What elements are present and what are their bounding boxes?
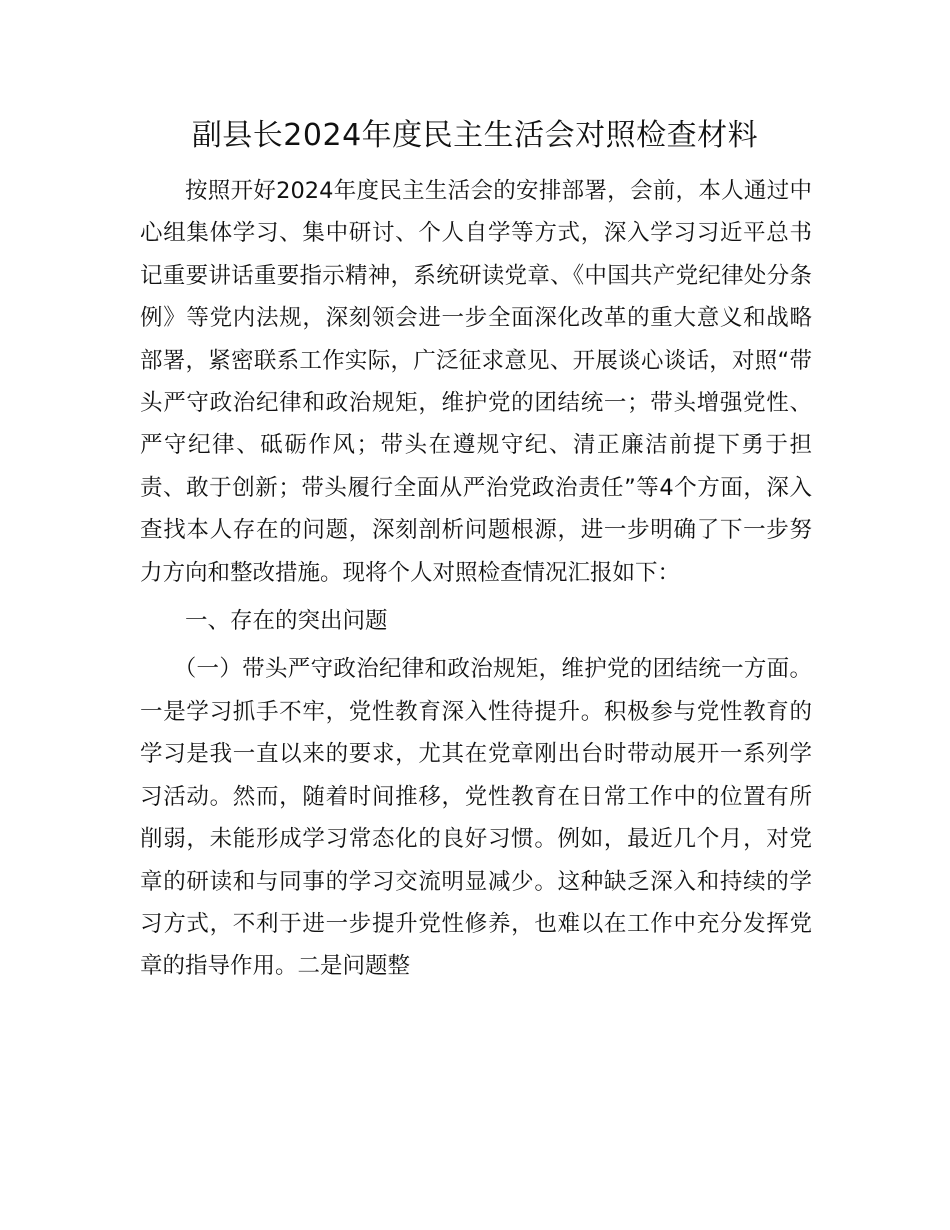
section-heading: 一、存在的突出问题 <box>185 608 388 635</box>
intro-paragraph: 按照开好2024年度民主生活会的安排部署，会前，本人通过中心组集体学习、集中研讨、个人自学等方式，深入学习习近平总书记重要讲话重要指示精神，系统研读党章、《中国共产党纪律处分条例》等党内法规，深刻领会进一步全面深化改革的重大意义和战略部署，紧密联系工作实际，广泛征求意见、开展谈心谈话，对照“带头严守政治纪律和政治规矩，维护党的团结统一；带头增强党性、严守纪律、砥砺作风；带头在遵规守纪、清正廉洁前提下勇于担责、敢于创新；带头履行全面从严治党政治责任”等4个方面，深入查找本人存在的问题，深刻剖析问题根源，进一步明确了下一步努力方向和整改措施。现将个人对照检查情况汇报如下： <box>140 178 812 586</box>
document-body <box>140 170 812 988</box>
subsection-paragraph: （一）带头严守政治纪律和政治规矩，维护党的团结统一方面。一是学习抓手不牢，党性教育深入性待提升。积极参与党性教育的学习是我一直以来的要求，尤其在党章刚出台时带动展开一系列学习活动。然而，随着时间推移，党性教育在日常工作中的位置有所削弱，未能形成学习常态化的良好习惯。例如，最近几个月，对党章的研读和与同事的学习交流明显减少。这种缺乏深入和持续的学习方式，不利于进一步提升党性修养，也难以在工作中充分发挥党章的指导作用。二是问题整 <box>140 656 812 980</box>
document-title: 副县长2024年度民主生活会对照检查材料 <box>191 118 759 153</box>
